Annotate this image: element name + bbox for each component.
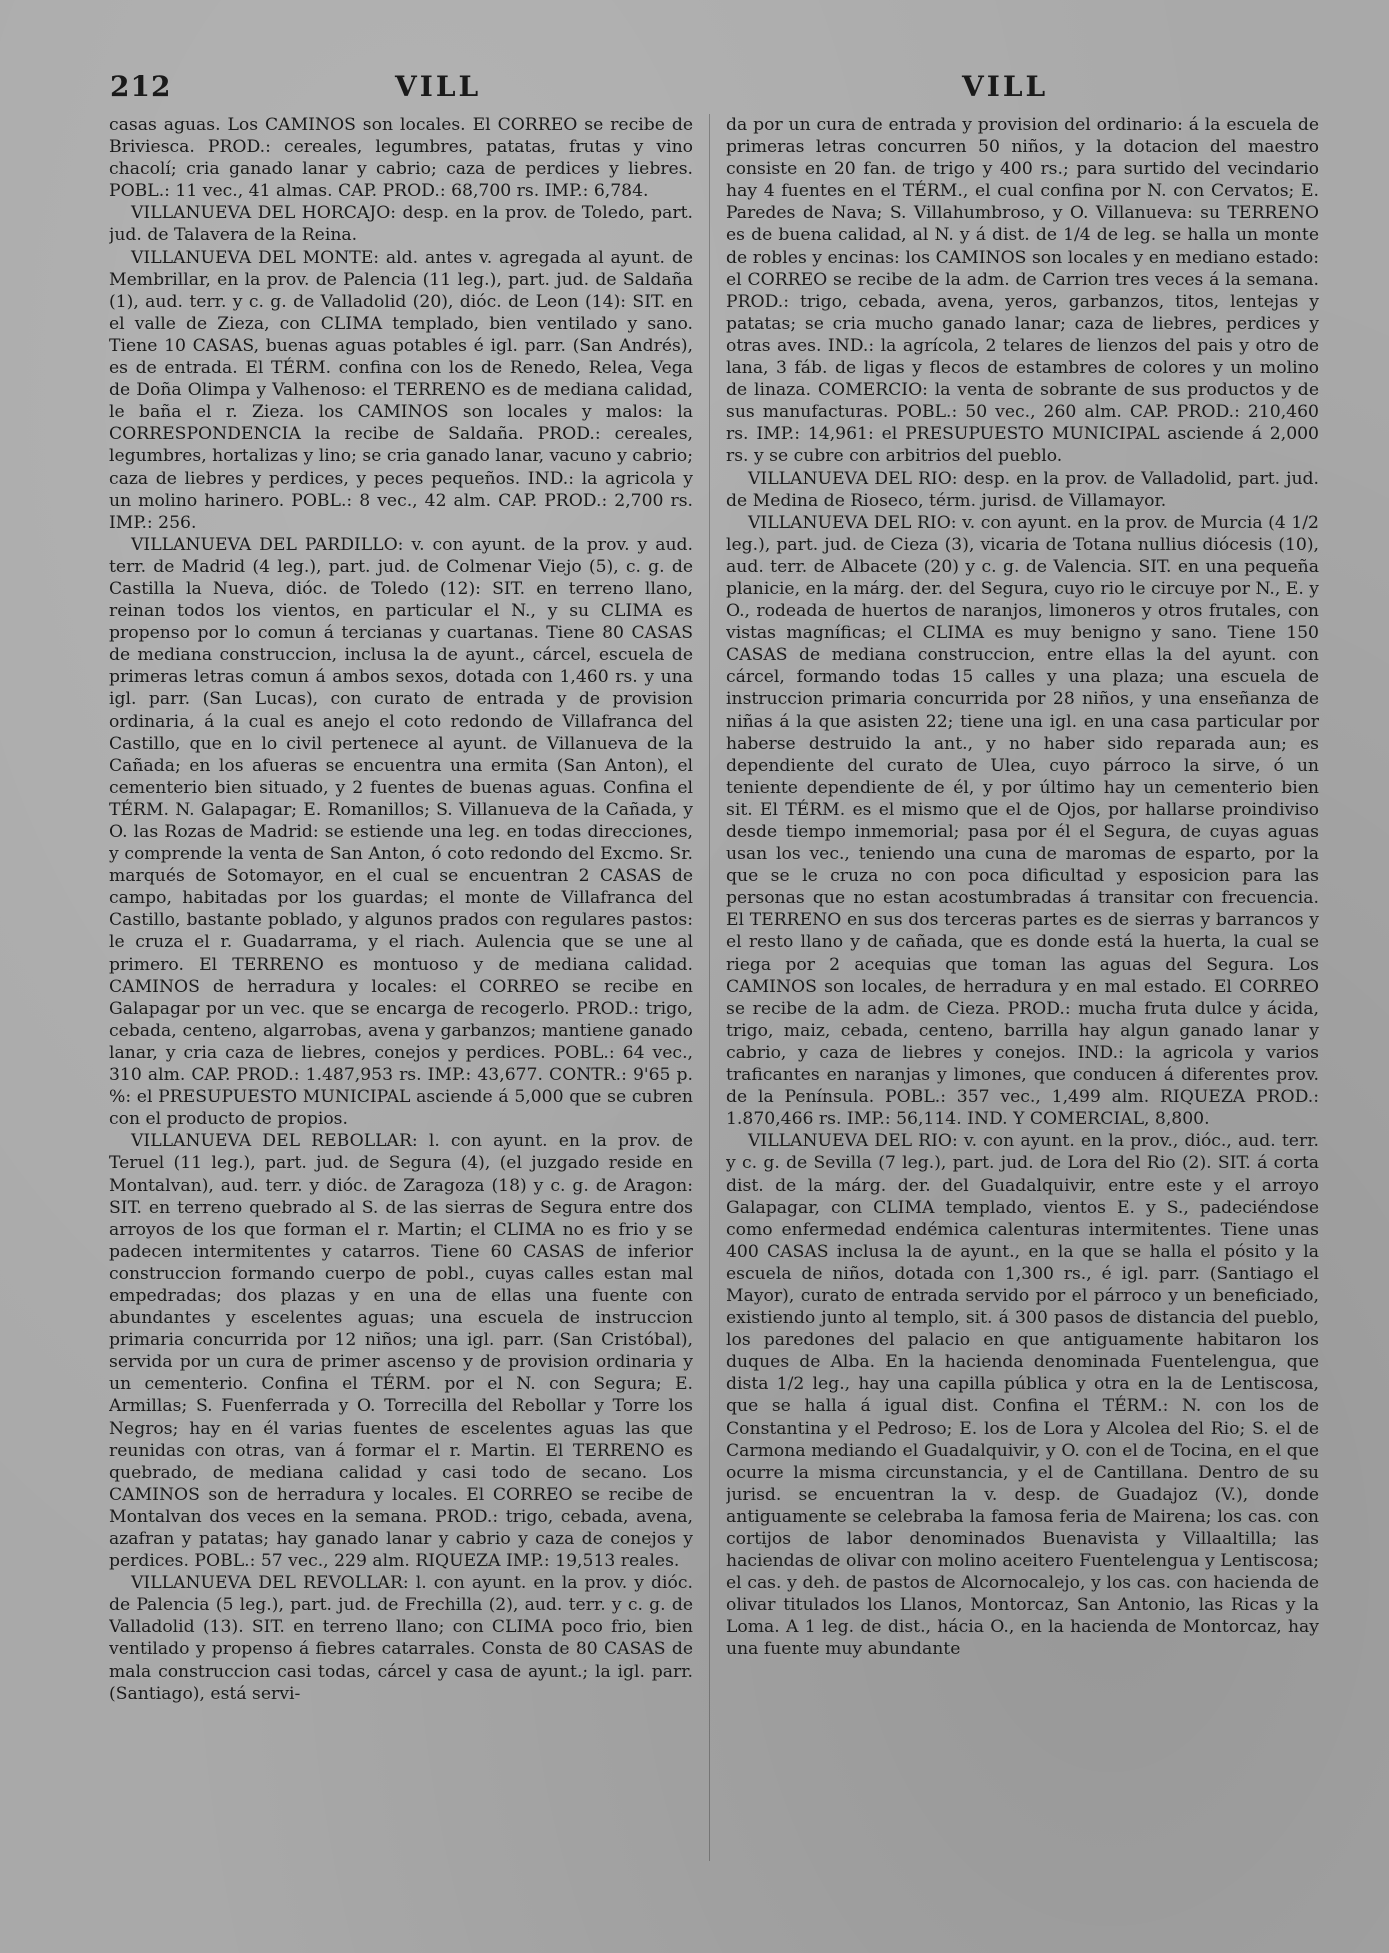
running-head-left: VILL — [395, 70, 482, 103]
column-divider — [709, 114, 710, 1861]
entry-villanueva-del-monte: VILLANUEVA DEL MONTE: ald. antes v. agregada al ayunt. de Membrillar, en la prov. de Palencia (11 leg.), part. jud. de Saldaña (1), aud. terr. y c. g. de Valladolid (20), dióc. de Leon (14): SIT. en el valle de Zieza, con CLIMA templado, bien ventilado y sano. Tiene 10 CASAS, buenas aguas potables é igl. parr. (San Andrés), es de entrada. El TÉRM. confina con los de Renedo, Relea, Vega de Doña Olimpa y Valhenoso: el TERRENO es de mediana calidad, le baña el r. Zieza. los CAMINOS son locales y malos: la CORRESPONDENCIA la recibe de Saldaña. PROD.: cereales, legumbres, hortalizas y lino; se cria ganado lanar, vacuno y cabrio; caza de liebres y perdices, y peces pequeños. IND.: la agricola y un molino harinero. POBL.: 8 vec., 42 alm. CAP. PROD.: 2,700 rs. IMP.: 256. — [109, 247, 693, 533]
entry-continuation: da por un cura de entrada y provision del ordinario: á la escuela de primeras letras concurren 50 niños, y la dotacion del maestro consiste en 20 fan. de trigo y 400 rs.; para surtido del vecindario hay 4 fuentes en el TÉRM., el cual confina por N. con Cervatos; E. Paredes de Nava; S. Villahumbroso, y O. Villanueva: su TERRENO es de buena calidad, al N. y á dist. de 1/4 de leg. se halla un monte de robles y encinas: los CAMINOS son locales y en mediano estado: el CORREO se recibe de la adm. de Carrion tres veces á la semana. PROD.: trigo, cebada, avena, yeros, garbanzos, titos, lentejas y patatas; se cria mucho ganado lanar; caza de liebres, perdices y otras aves. IND.: la agrícola, 2 telares de lienzos del pais y otro de lana, 3 fáb. de ligas y flecos de estambres de colores y un molino de linaza. COMERCIO: la venta de sobrante de sus productos y de sus manufacturas. POBL.: 50 vec., 260 alm. CAP. PROD.: 210,460 rs. IMP.: 14,961: el PRESUPUESTO MUNICIPAL asciende á 2,000 rs. y se cubre con arbitrios del pueblo. — [726, 115, 1319, 467]
text-columns — [109, 114, 1319, 1861]
entry-villanueva-del-horcajo: VILLANUEVA DEL HORCAJO: desp. en la prov. de Toledo, part. jud. de Talavera de la Reina. — [109, 203, 693, 246]
entry-villanueva-del-rio-sevilla: VILLANUEVA DEL RIO: v. con ayunt. en la prov., dióc., aud. terr. y c. g. de Sevilla (7 leg.), part. jud. de Lora del Rio (2). SIT. á corta dist. de la márg. der. del Guadalquivir, entre este y el arroyo Galapagar, con CLIMA templado, vientos E. y S., padeciéndose como enfermedad endémica calenturas intermitentes. Tiene unas 400 CASAS inclusa la de ayunt., en la que se halla el pósito y la escuela de niños, dotada con 1,300 rs., é igl. parr. (Santiago el Mayor), curato de entrada servido por el párroco y un beneficiado, existiendo junto al templo, sit. á 300 pasos de distancia del pueblo, los paredones del palacio en que antiguamente habitaron los duques de Alba. En la hacienda denominada Fuentelengua, que dista 1/2 leg., hay una capilla pública y otra en la de Lentiscosa, que se halla á igual dist. Confina el TÉRM.: N. con los de Constantina y el Pedroso; E. los de Lora y Alcolea del Rio; S. el de Carmona mediando el Guadalquivir, y O. con el de Tocina, en el que ocurre la misma circunstancia, y el de Cantillana. Dentro de su jurisd. se encuentran la v. desp. de Guadajoz (V.), donde antiguamente se celebraba la famosa feria de Mairena; los cas. con cortijos de labor denominados Buenavista y Villaaltilla; las haciendas de olivar con molino aceitero Fuentelengua y Lentiscosa; el cas. y deh. de pastos de Alcornocalejo, y los cas. con hacienda de olivar titulados los Llanos, Montorcaz, San Antonio, las Ricas y la Loma. A 1 leg. de dist., hácia O., en la hacienda de Montorcaz, hay una fuente muy abundante — [726, 1131, 1319, 1660]
page-header — [110, 70, 1317, 110]
entry-villanueva-del-rebollar: VILLANUEVA DEL REBOLLAR: l. con ayunt. en la prov. de Teruel (11 leg.), part. jud. de Segura (4), (el juzgado reside en Montalvan), aud. terr. y dióc. de Zaragoza (18) y c. g. de Aragon: SIT. en terreno quebrado al S. de las sierras de Segura entre dos arroyos de los que forman el r. Martin; el CLIMA no es frio y se padecen intermitentes y catarros. Tiene 60 CASAS de inferior construccion formando cuerpo de pobl., cuyas calles estan mal empedradas; dos plazas y en una de ellas una fuente con abundantes y escelentes aguas; una escuela de instruccion primaria concurrida por 12 niños; una igl. parr. (San Cristóbal), servida por un cura de primer ascenso y de provision ordinaria y un cementerio. Confina el TÉRM. por el N. con Segura; E. Armillas; S. Fuenferrada y O. Torrecilla del Rebollar y Torre los Negros; hay en él varias fuentes de escelentes aguas las que reunidas con otras, van á formar el r. Martin. El TERRENO es quebrado, de mediana calidad y casi todo de secano. Los CAMINOS son de herradura y locales. El CORREO se recibe de Montalvan dos veces en la semana. PROD.: trigo, cebada, avena, azafran y patatas; hay ganado lanar y cabrio y caza de conejos y perdices. POBL.: 57 vec., 229 alm. RIQUEZA IMP.: 19,513 reales. — [109, 1131, 693, 1572]
entry-villanueva-del-rio-murcia: VILLANUEVA DEL RIO: v. con ayunt. en la prov. de Murcia (4 1/2 leg.), part. jud. de Cieza (3), vicaria de Totana nullius diócesis (10), aud. terr. de Albacete (20) y c. g. de Valencia. SIT. en una pequeña planicie, en la márg. der. del Segura, cuyo rio le circuye por N., E. y O., rodeada de huertos de naranjos, limoneros y otros frutales, con vistas magníficas; el CLIMA es muy benigno y sano. Tiene 150 CASAS de mediana construccion, entre ellas la del ayunt. con cárcel, formando todas 15 calles y una plaza; una escuela de instruccion primaria concurrida por 28 niños, y una enseñanza de niñas á la que asisten 22; tiene una igl. en una casa particular por haberse destruido la ant., y no haber sido reparada aun; es dependiente del curato de Ulea, cuyo párroco la sirve, ó un teniente dependiente de él, y por último hay un cementerio bien sit. El TÉRM. es el mismo que el de Ojos, por hallarse proindiviso desde tiempo inmemorial; pasa por él el Segura, de cuyas aguas usan los vec., teniendo una cuna de maromas de esparto, por la que se le cruza no con poca dificultad y esposicion para las personas que no estan acostumbradas á transitar con frecuencia. El TERRENO en sus dos terceras partes es de sierras y barrancos y el resto llano y de cañada, que es donde está la huerta, la cual se riega por 2 acequias que toman las aguas del Segura. Los CAMINOS son locales, de herradura y en mal estado. El CORREO se recibe de la adm. de Cieza. PROD.: mucha fruta dulce y ácida, trigo, maiz, cebada, centeno, barrilla hay algun ganado lanar y cabrio, y caza de liebres y conejos. IND.: la agricola y varios traficantes en naranjas y limones, que conducen á diferentes prov. de la Península. POBL.: 357 vec., 1,499 alm. RIQUEZA PROD.: 1.870,466 rs. IMP.: 56,114. IND. Y COMERCIAL, 8,800. — [726, 512, 1319, 1130]
page-number: 212 — [110, 70, 172, 103]
left-column — [109, 114, 693, 1861]
entry-continuation: casas aguas. Los CAMINOS son locales. El CORREO se recibe de Briviesca. PROD.: cereales, legumbres, patatas, frutas y vino chacolí; cria ganado lanar y cabrio; caza de perdices y liebres. POBL.: 11 vec., 41 almas. CAP. PROD.: 68,700 rs. IMP.: 6,784. — [109, 115, 693, 202]
entry-villanueva-del-pardillo: VILLANUEVA DEL PARDILLO: v. con ayunt. de la prov. y aud. terr. de Madrid (4 leg.), part. jud. de Colmenar Viejo (5), c. g. de Castilla la Nueva, dióc. de Toledo (12): SIT. en terreno llano, reinan todos los vientos, en particular el N., y su CLIMA es propenso por lo comun á tercianas y cuartanas. Tiene 80 CASAS de mediana construccion, inclusa la de ayunt., cárcel, escuela de primeras letras comun á ambos sexos, dotada con 1,460 rs. y una igl. parr. (San Lucas), con curato de entrada y de provision ordinaria, á la cual es anejo el coto redondo de Villafranca del Castillo, que en lo civil pertenece al ayunt. de Villanueva de la Cañada; en los afueras se encuentra una ermita (San Anton), el cementerio bien situado, y 2 fuentes de buenas aguas. Confina el TÉRM. N. Galapagar; E. Romanillos; S. Villanueva de la Cañada, y O. las Rozas de Madrid: se estiende una leg. en todas direcciones, y comprende la venta de San Anton, ó coto redondo del Excmo. Sr. marqués de Sotomayor, en el cual se encuentran 2 CASAS de campo, habitadas por los guardas; el monte de Villafranca del Castillo, bastante poblado, y algunos prados con regulares pastos: le cruza el r. Guadarrama, y el riach. Aulencia que se une al primero. El TERRENO es montuoso y de mediana calidad. CAMINOS de herradura y locales: el CORREO se recibe en Galapagar por un vec. que se encarga de recogerlo. PROD.: trigo, cebada, centeno, algarrobas, avena y garbanzos; mantiene ganado lanar, y cria caza de liebres, conejos y perdices. POBL.: 64 vec., 310 alm. CAP. PROD.: 1.487,953 rs. IMP.: 43,677. CONTR.: 9'65 p. %: el PRESUPUESTO MUNICIPAL asciende á 5,000 que se cubren con el producto de propios. — [109, 534, 693, 1130]
running-head-right: VILL — [962, 70, 1049, 103]
right-column — [726, 114, 1319, 1861]
entry-villanueva-del-rio-valladolid: VILLANUEVA DEL RIO: desp. en la prov. de Valladolid, part. jud. de Medina de Rioseco, térm. jurisd. de Villamayor. — [726, 468, 1319, 511]
entry-villanueva-del-revollar: VILLANUEVA DEL REVOLLAR: l. con ayunt. en la prov. y dióc. de Palencia (5 leg.), part. jud. de Frechilla (2), aud. terr. y c. g. de Valladolid (13). SIT. en terreno llano; con CLIMA poco frio, bien ventilado y propenso á fiebres catarrales. Consta de 80 CASAS de mala construccion casi todas, cárcel y casa de ayunt.; la igl. parr. (Santiago), está servi- — [109, 1573, 693, 1704]
